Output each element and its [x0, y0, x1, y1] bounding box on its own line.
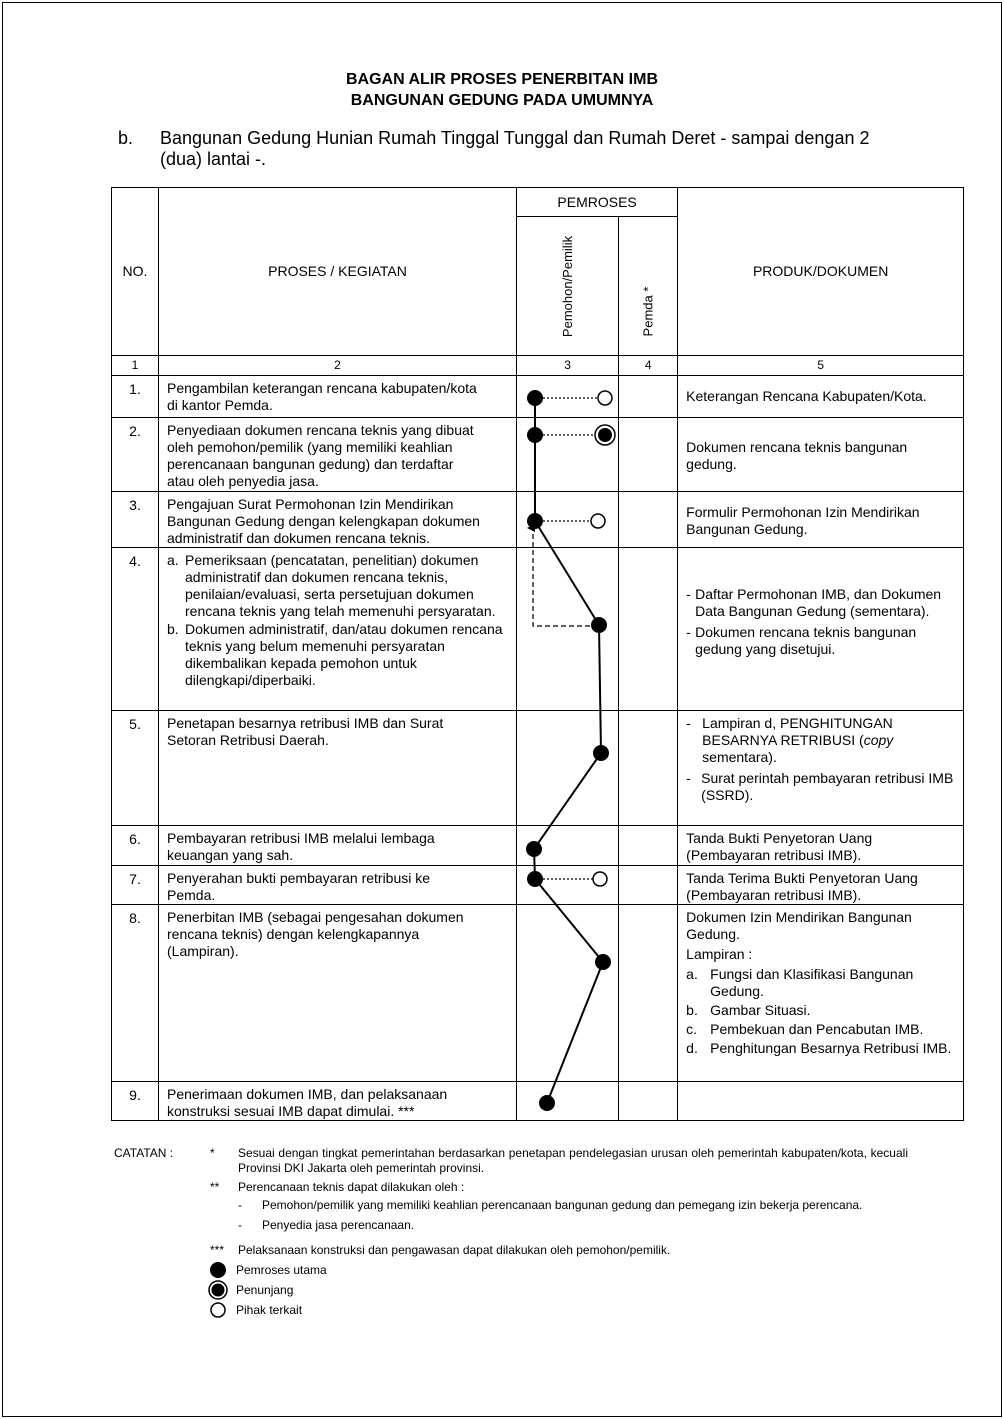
section-text-line-2: (dua) lantai -. — [160, 149, 267, 169]
row-proses — [159, 418, 517, 492]
proses-item-b — [167, 621, 510, 689]
note-mark: *** — [210, 1243, 225, 1257]
header-pemohon: Pemohon/Pemilik — [560, 235, 576, 337]
section-marker: b. — [118, 128, 134, 148]
row-number: 4. — [112, 548, 159, 711]
row-produk — [678, 548, 964, 711]
table-row — [112, 866, 964, 905]
row-number: 1. — [112, 376, 159, 418]
pemda-cell — [619, 1082, 678, 1121]
row-proses — [159, 866, 517, 905]
row-produk — [678, 1082, 964, 1121]
pemda-cell — [619, 548, 678, 711]
pemda-cell — [619, 826, 678, 866]
section-text-line-1: Bangunan Gedung Hunian Rumah Tinggal Tunggal dan Rumah Deret - sampai dengan 2 — [160, 128, 870, 148]
legend-label: Pihak terkait — [236, 1302, 303, 1317]
note-mark: * — [210, 1146, 215, 1160]
double-circle-icon — [114, 1280, 234, 1300]
row-produk: Tanda Bukti Penyetoran Uang (Pembayaran retribusi IMB). — [678, 826, 964, 866]
notes-section — [114, 1146, 908, 1320]
table-row — [112, 905, 964, 1082]
produk-item: - Dokumen rencana teknis bangunan gedung yang disetujui. — [686, 624, 917, 657]
col-number: 3 — [517, 356, 619, 376]
col-number: 5 — [678, 356, 964, 376]
proses-line: Penerimaan dokumen IMB, dan pelaksanaan — [167, 1086, 448, 1102]
proses-line: Pembayaran retribusi IMB melalui lembaga — [167, 830, 435, 846]
legend-label: Penunjang — [236, 1282, 294, 1297]
header-pemda: Pemda * — [640, 286, 656, 336]
row-number: 5. — [112, 711, 159, 826]
row-produk: Dokumen rencana teknis bangunan gedung. — [678, 418, 964, 492]
proses-line: Pengambilan keterangan rencana kabupaten/kota — [167, 380, 477, 396]
item-text: Dokumen administratif, dan/atau dokumen rencana teknis yang belum memenuhi persyaratan dikembalikan kepada pemohon untuk dilengkapi/diperbaiki. — [185, 621, 503, 688]
header-no: NO. — [112, 188, 159, 356]
note-2-sub: - Pemohon/pemilik yang memiliki keahlian perencanaan bangunan gedung dan pemegang izin bekerja perencana. — [114, 1198, 908, 1213]
row-produk: Tanda Terima Bukti Penyetoran Uang (Pembayaran retribusi IMB). — [678, 866, 964, 905]
pemda-cell — [619, 492, 678, 548]
produk-item: - Daftar Permohonan IMB, dan Dokumen Data Bangunan Gedung (sementara). — [686, 586, 942, 619]
row-proses — [159, 905, 517, 1082]
pemohon-cell — [517, 711, 619, 826]
lampiran-item: c. Pembekuan dan Pencabutan IMB. — [686, 1021, 924, 1037]
pemda-cell — [619, 376, 678, 418]
proses-line: Penerbitan IMB (sebagai pengesahan dokumen — [167, 909, 464, 925]
legend-label: Pemroses utama — [236, 1262, 327, 1277]
proses-line: di kantor Pemda. — [167, 397, 273, 413]
item-text: Pemeriksaan (pencatatan, penelitian) dokumen administratif dan dokumen rencana teknis, penilaian/evaluasi, serta persetujuan dokumen rencana teknis yang telah memenuhi persyaratan. — [185, 552, 496, 619]
filled-circle-icon — [114, 1260, 234, 1280]
pemda-cell — [619, 866, 678, 905]
proses-line: Penetapan besarnya retribusi IMB dan Surat — [167, 715, 444, 731]
pemohon-cell — [517, 1082, 619, 1121]
proses-line: keuangan yang sah. — [167, 847, 294, 863]
row-produk: Formulir Permohonan Izin Mendirikan Bangunan Gedung. — [678, 492, 964, 548]
produk-intro: Dokumen Izin Mendirikan Bangunan Gedung. — [686, 909, 912, 942]
item-marker: a. — [167, 552, 179, 568]
row-number: 7. — [112, 866, 159, 905]
lampiran-item: a. Fungsi dan Klasifikasi Bangunan Gedung. — [686, 966, 914, 999]
pemohon-cell — [517, 866, 619, 905]
table-row — [112, 1082, 964, 1121]
produk-lampiran-label: Lampiran : — [686, 946, 753, 962]
legend-item — [114, 1260, 908, 1280]
note-1 — [114, 1146, 908, 1176]
table-row — [112, 548, 964, 711]
note-2-sub: - Penyedia jasa perencanaan. — [114, 1218, 908, 1233]
pemohon-cell — [517, 492, 619, 548]
row-number: 2. — [112, 418, 159, 492]
note-text: Sesuai dengan tingkat pemerintahan berdasarkan penetapan pendelegasian urusan oleh pemerintah kabupaten/kota, kecuali Provinsi DKI Jakarta oleh pemerintah provinsi. — [238, 1146, 908, 1175]
row-number: 9. — [112, 1082, 159, 1121]
proses-line: administratif dan dokumen rencana teknis. — [167, 530, 431, 546]
row-proses — [159, 548, 517, 711]
pemda-cell — [619, 418, 678, 492]
header-pemda-cell — [619, 217, 678, 356]
row-proses — [159, 1082, 517, 1121]
table-row — [112, 492, 964, 548]
header-produk: PRODUK/DOKUMEN — [678, 188, 964, 356]
proses-line: perencanaan bangunan gedung) dan terdaftar — [167, 456, 454, 472]
col-number: 4 — [619, 356, 678, 376]
row-proses — [159, 826, 517, 866]
proses-line: Bangunan Gedung dengan kelengkapan dokumen — [167, 513, 480, 529]
produk-item: - Surat perintah pembayaran retribusi IMB (SSRD). — [686, 770, 954, 803]
row-produk: Keterangan Rencana Kabupaten/Kota. — [678, 376, 964, 418]
title-line-1: BAGAN ALIR PROSES PENERBITAN IMB — [345, 71, 658, 88]
col-number: 1 — [112, 356, 159, 376]
proses-line: Penyerahan bukti pembayaran retribusi ke — [167, 870, 431, 886]
pemohon-cell — [517, 376, 619, 418]
pemohon-cell — [517, 826, 619, 866]
legend-item — [114, 1300, 908, 1320]
notes-label: CATATAN : — [114, 1146, 174, 1160]
proses-line: Setoran Retribusi Daerah. — [167, 732, 329, 748]
table-row — [112, 376, 964, 418]
note-sub-text: Penyedia jasa perencanaan. — [262, 1218, 415, 1232]
proses-line: oleh pemohon/pemilik (yang memiliki keahlian — [167, 439, 453, 455]
header-pemohon-cell — [517, 217, 619, 356]
flow-table — [111, 187, 964, 1121]
row-proses — [159, 492, 517, 548]
table-row — [112, 418, 964, 492]
title-line-2: BANGUNAN GEDUNG PADA UMUMNYA — [350, 92, 654, 109]
table-row — [112, 826, 964, 866]
open-circle-icon — [114, 1300, 234, 1320]
pemohon-cell — [517, 905, 619, 1082]
proses-line: atau oleh penyedia jasa. — [167, 473, 319, 489]
note-mark: ** — [210, 1180, 220, 1194]
item-marker: b. — [167, 621, 179, 637]
row-proses — [159, 711, 517, 826]
row-produk — [678, 711, 964, 826]
table-row — [112, 711, 964, 826]
proses-line: Pengajuan Surat Permohonan Izin Mendirikan — [167, 496, 454, 512]
proses-line: Penyediaan dokumen rencana teknis yang dibuat — [167, 422, 474, 438]
header-proses: PROSES / KEGIATAN — [159, 188, 517, 356]
proses-line: konstruksi sesuai IMB dapat dimulai. *** — [167, 1103, 415, 1119]
pemohon-cell — [517, 418, 619, 492]
row-number: 6. — [112, 826, 159, 866]
lampiran-item: b. Gambar Situasi. — [686, 1002, 811, 1018]
pemda-cell — [619, 711, 678, 826]
legend-item — [114, 1280, 908, 1300]
note-sub-text: Pemohon/pemilik yang memiliki keahlian perencanaan bangunan gedung dan pemegang izin bekerja perencana. — [262, 1198, 863, 1212]
row-number: 8. — [112, 905, 159, 1082]
note-text: Perencanaan teknis dapat dilakukan oleh : — [238, 1180, 465, 1194]
lampiran-item: d. Penghitungan Besarnya Retribusi IMB. — [686, 1040, 952, 1056]
row-proses — [159, 376, 517, 418]
pemda-cell — [619, 905, 678, 1082]
proses-line: Pemda. — [167, 887, 216, 903]
produk-item: - Lampiran d, PENGHITUNGAN BESARNYA RETRIBUSI (copy sementara). — [686, 715, 894, 765]
proses-line: rencana teknis) dengan kelengkapannya — [167, 926, 420, 942]
row-produk — [678, 905, 964, 1082]
pemohon-cell — [517, 548, 619, 711]
note-text: Pelaksanaan konstruksi dan pengawasan dapat dilakukan oleh pemohon/pemilik. — [238, 1243, 671, 1257]
proses-item-a — [167, 552, 510, 620]
col-number: 2 — [159, 356, 517, 376]
note-3 — [114, 1243, 908, 1258]
note-2 — [114, 1180, 908, 1195]
row-number: 3. — [112, 492, 159, 548]
header-pemroses: PEMROSES — [517, 188, 678, 217]
proses-line: (Lampiran). — [167, 943, 239, 959]
